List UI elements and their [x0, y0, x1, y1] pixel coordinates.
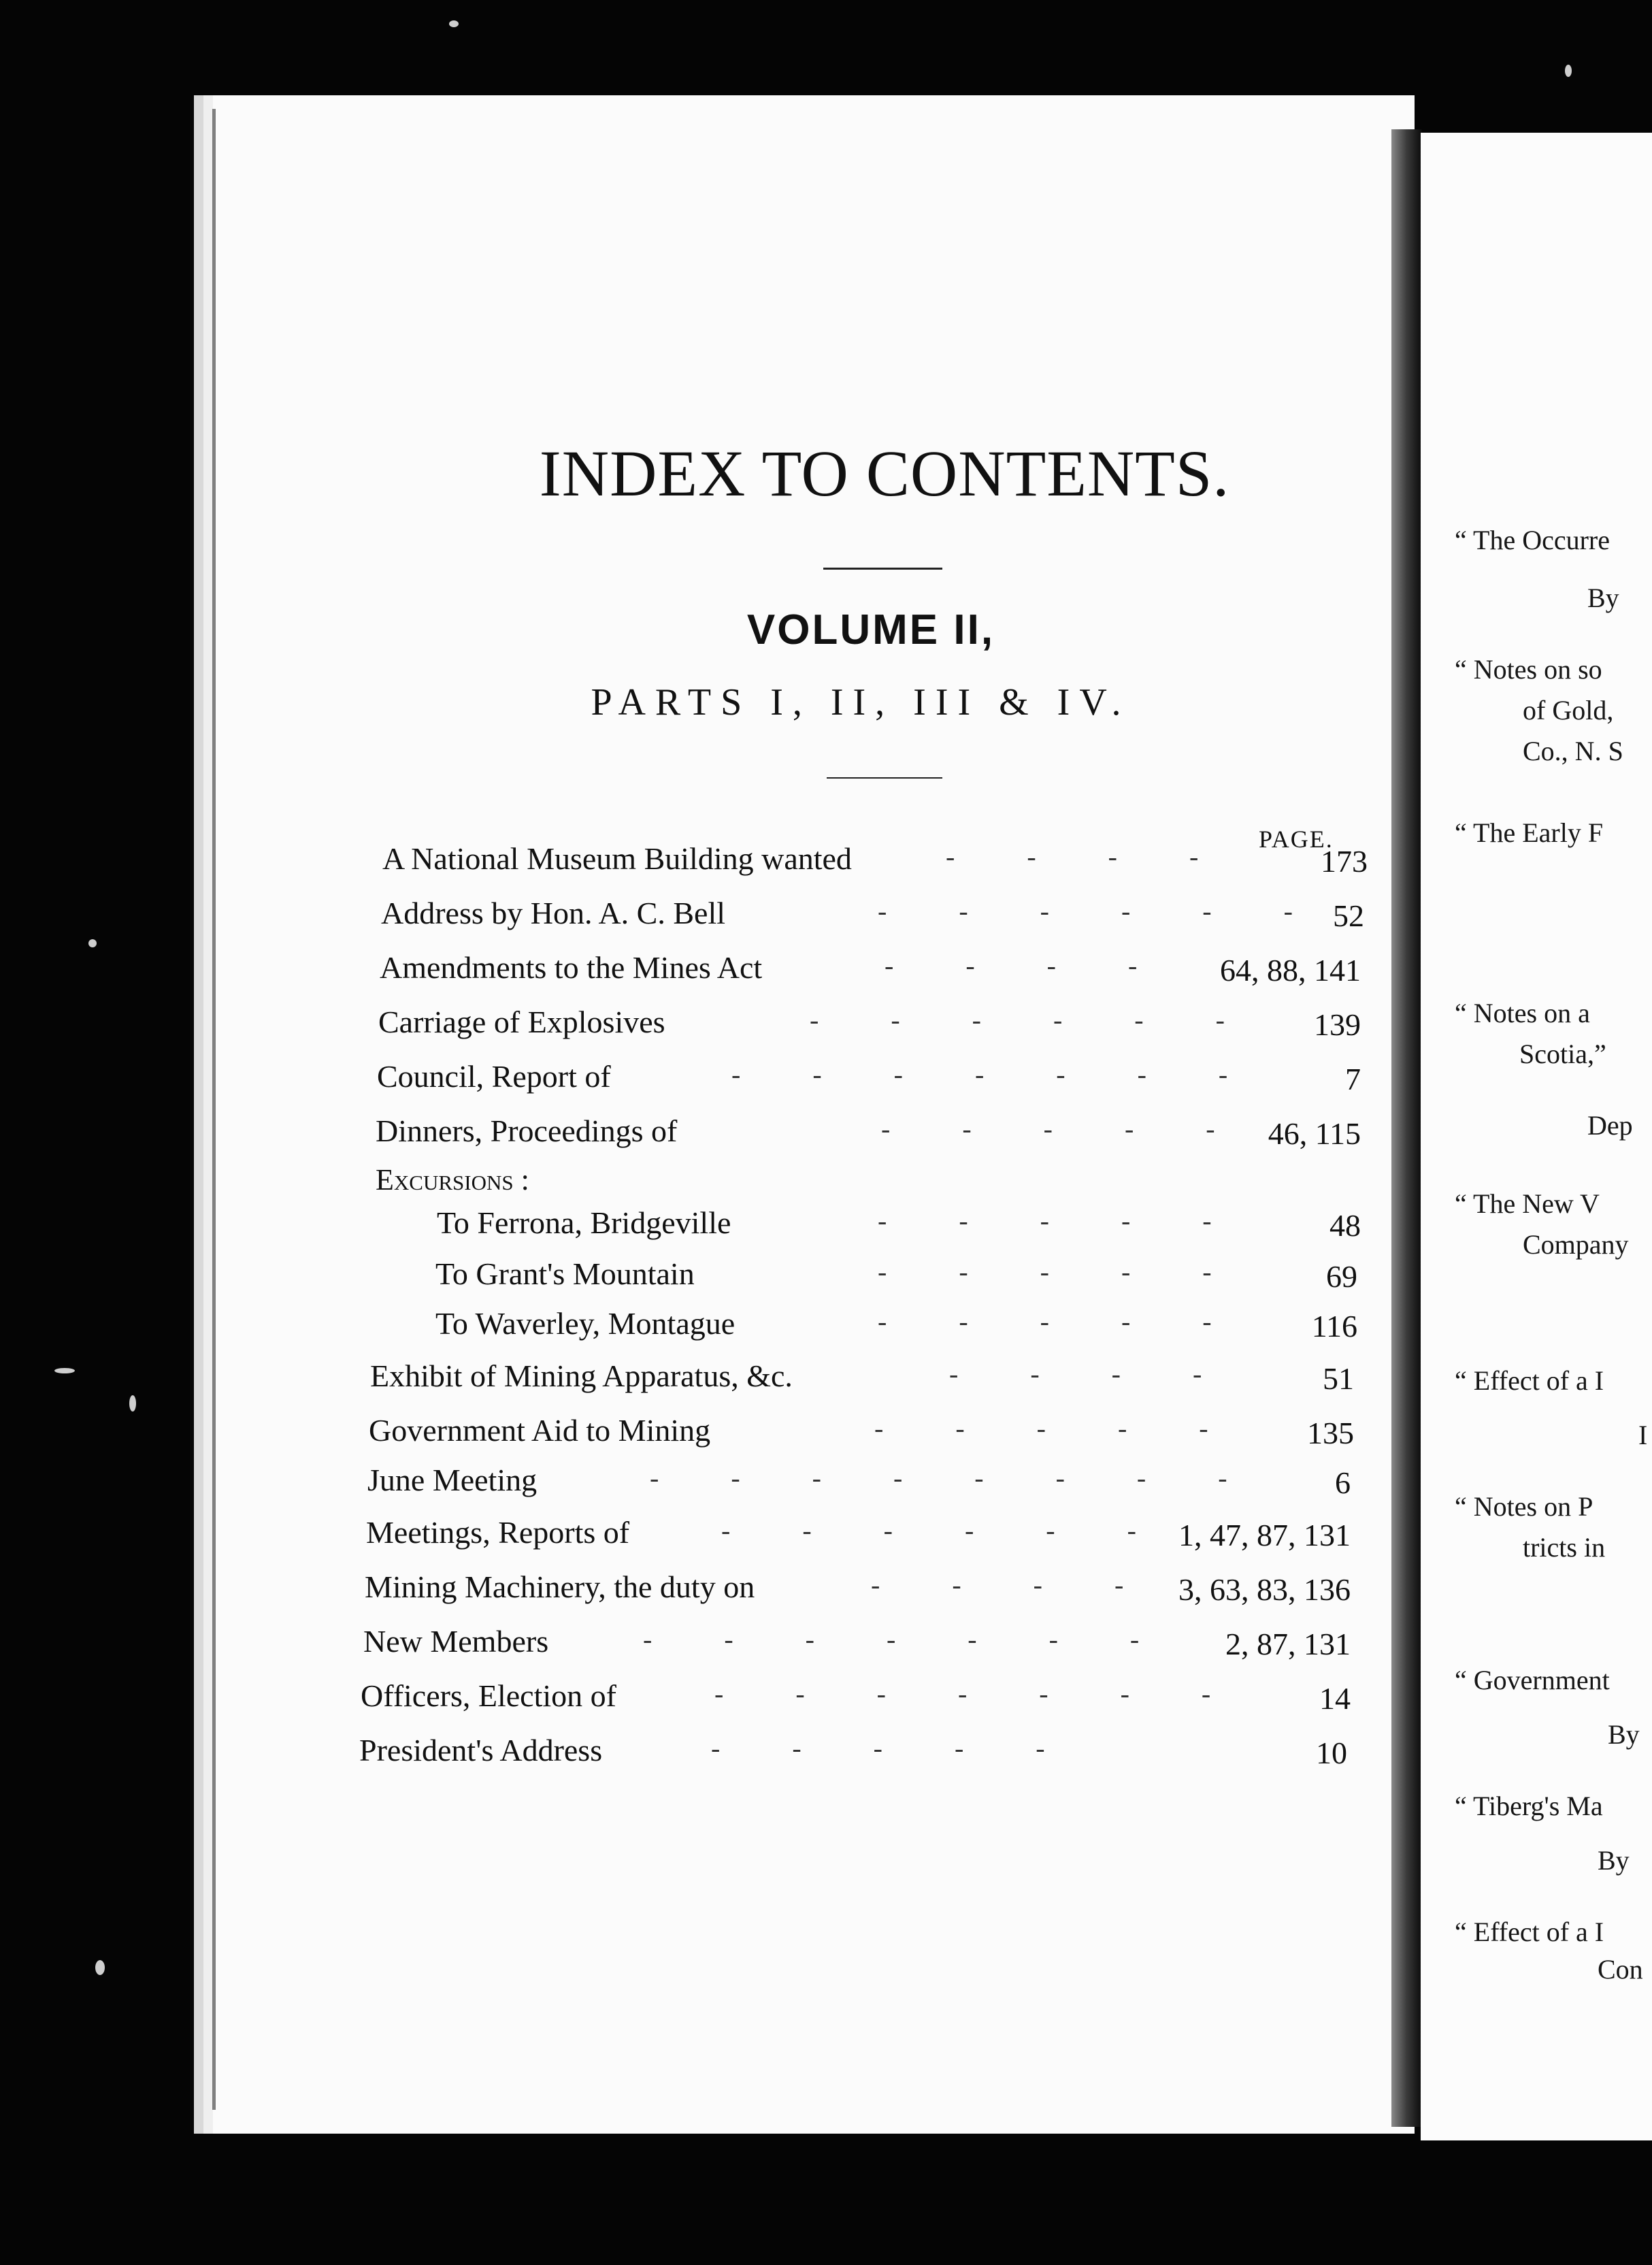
index-entry-label: A National Museum Building wanted [382, 841, 852, 876]
index-entry-page: 64, 88, 141 [1220, 953, 1361, 988]
leader-dashes: - - - - [949, 1358, 1235, 1389]
index-entry-label: Dinners, Proceedings of [376, 1113, 678, 1148]
index-entry-label: June Meeting [367, 1463, 538, 1497]
index-entry-label: To Waverley, Montague [435, 1306, 736, 1341]
page-binding-edge [212, 109, 216, 2110]
leader-dashes: - - - - - - - - [650, 1463, 1260, 1493]
facing-page-line: By [1608, 1719, 1640, 1750]
facing-page-line: “ Notes on P [1455, 1491, 1593, 1522]
facing-page-line: “ The New V [1455, 1188, 1600, 1219]
page-column-heading: PAGE. [1259, 826, 1334, 853]
volume-heading: VOLUME II, [746, 606, 995, 653]
index-entry [0, 1113, 1415, 1160]
leader-dashes: - - - - [946, 841, 1232, 872]
facing-page-line: By [1587, 583, 1619, 613]
title-rule [823, 568, 942, 570]
index-entry [0, 1732, 1415, 1780]
facing-page-line: Con [1598, 1954, 1643, 1985]
leader-dashes: - - - - - - - [731, 1059, 1261, 1090]
index-entry [0, 1358, 1415, 1405]
facing-page-line: Scotia,” [1519, 1039, 1606, 1069]
index-entry [0, 1462, 1415, 1510]
index-entry-page: 116 [1311, 1309, 1357, 1343]
index-entry-label: Exhibit of Mining Apparatus, &c. [370, 1358, 793, 1393]
index-entry-label: Officers, Election of [361, 1678, 616, 1713]
facing-page-line: I [1638, 1420, 1648, 1450]
facing-page-line: “ The Occurre [1455, 525, 1610, 555]
index-entry-label: To Ferrona, Bridgeville [437, 1205, 731, 1240]
index-entry [0, 1004, 1415, 1052]
leader-dashes: - - - - - [711, 1733, 1078, 1763]
facing-page-line: By [1598, 1845, 1630, 1876]
index-entry-page: 135 [1307, 1416, 1354, 1450]
facing-page [1421, 133, 1652, 2140]
index-entry [0, 1305, 1415, 1353]
facing-page-line: tricts in [1523, 1532, 1606, 1563]
index-entry [0, 1058, 1415, 1106]
index-entry [0, 1623, 1415, 1671]
leader-dashes: - - - - [871, 1569, 1157, 1600]
index-entry-page: 2, 87, 131 [1225, 1627, 1351, 1661]
index-entry-page: 173 [1321, 844, 1368, 879]
scan-speck [1565, 65, 1572, 77]
index-entry-label: To Grant's Mountain [435, 1256, 695, 1291]
facing-page-line: Co., N. S [1523, 736, 1623, 766]
index-entry-label: President's Address [359, 1733, 603, 1767]
index-entry [0, 949, 1415, 997]
facing-page-line: “ Tiberg's Ma [1455, 1791, 1603, 1821]
facing-page-line: Dep [1587, 1110, 1633, 1141]
scan-speck [449, 20, 459, 27]
index-entry-page: 52 [1333, 898, 1364, 933]
facing-page-line: “ Government [1455, 1665, 1610, 1695]
parts-rule [827, 777, 942, 779]
facing-page-line: “ Effect of a I [1455, 1917, 1604, 1947]
index-entry-page: 51 [1323, 1361, 1354, 1396]
index-entry-label: Council, Report of [377, 1059, 611, 1094]
facing-page-line: “ Notes on a [1455, 998, 1590, 1028]
index-entry-label: Carriage of Explosives [378, 1005, 665, 1039]
index-entry-label: Excursions : [376, 1163, 529, 1196]
index-entry-page: 10 [1316, 1736, 1347, 1770]
index-entry-page: 6 [1335, 1465, 1351, 1500]
parts-heading: PARTS I, II, III & IV. [591, 681, 1131, 723]
facing-page-line: of Gold, [1523, 695, 1614, 726]
index-entry-page: 14 [1319, 1681, 1351, 1716]
index-entry-label: Address by Hon. A. C. Bell [381, 896, 725, 930]
index-entry-page: 69 [1326, 1259, 1357, 1294]
leader-dashes: - - - - [885, 950, 1170, 981]
index-entry-label: Government Aid to Mining [369, 1413, 711, 1448]
index-entry-page: 139 [1314, 1007, 1361, 1042]
leader-dashes: - - - - - - [810, 1005, 1257, 1035]
leader-dashes: - - - - - - [878, 896, 1325, 926]
leader-dashes: - - - - - [878, 1306, 1244, 1337]
index-entry [0, 841, 1415, 888]
index-entry [0, 1162, 1415, 1210]
index-entry [0, 1205, 1415, 1252]
index-entry [0, 1678, 1415, 1725]
index-entry-label: Amendments to the Mines Act [380, 950, 763, 985]
leader-dashes: - - - - - [881, 1113, 1248, 1144]
scan-speck [95, 1960, 105, 1975]
leader-dashes: - - - - - - - [714, 1678, 1244, 1709]
index-entry-page: 46, 115 [1268, 1116, 1361, 1151]
index-entry [0, 1569, 1415, 1616]
index-entry-label: Meetings, Reports of [366, 1515, 630, 1550]
leader-dashes: - - - - - - - [643, 1624, 1172, 1655]
leader-dashes: - - - - - [878, 1256, 1244, 1287]
index-entry-page: 1, 47, 87, 131 [1178, 1518, 1351, 1552]
leader-dashes: - - - - - [874, 1413, 1241, 1444]
index-entry-label: Mining Machinery, the duty on [365, 1569, 755, 1604]
facing-page-line: Company [1523, 1229, 1629, 1260]
index-entry [0, 1514, 1415, 1562]
index-entry [0, 1256, 1415, 1303]
index-entry-page: 48 [1329, 1208, 1361, 1243]
index-entry-page: 7 [1345, 1062, 1361, 1096]
index-entry-label: New Members [363, 1624, 549, 1659]
index-entry-page: 3, 63, 83, 136 [1178, 1572, 1351, 1607]
index-title: INDEX TO CONTENTS. [539, 437, 1230, 510]
leader-dashes: - - - - - - [721, 1515, 1169, 1546]
index-entry [0, 1412, 1415, 1460]
facing-page-line: “ Notes on so [1455, 654, 1602, 685]
facing-page-line: “ The Early F [1455, 817, 1604, 848]
facing-page-line: “ Effect of a I [1455, 1365, 1604, 1396]
index-entry [0, 895, 1415, 943]
leader-dashes: - - - - - [878, 1205, 1244, 1236]
